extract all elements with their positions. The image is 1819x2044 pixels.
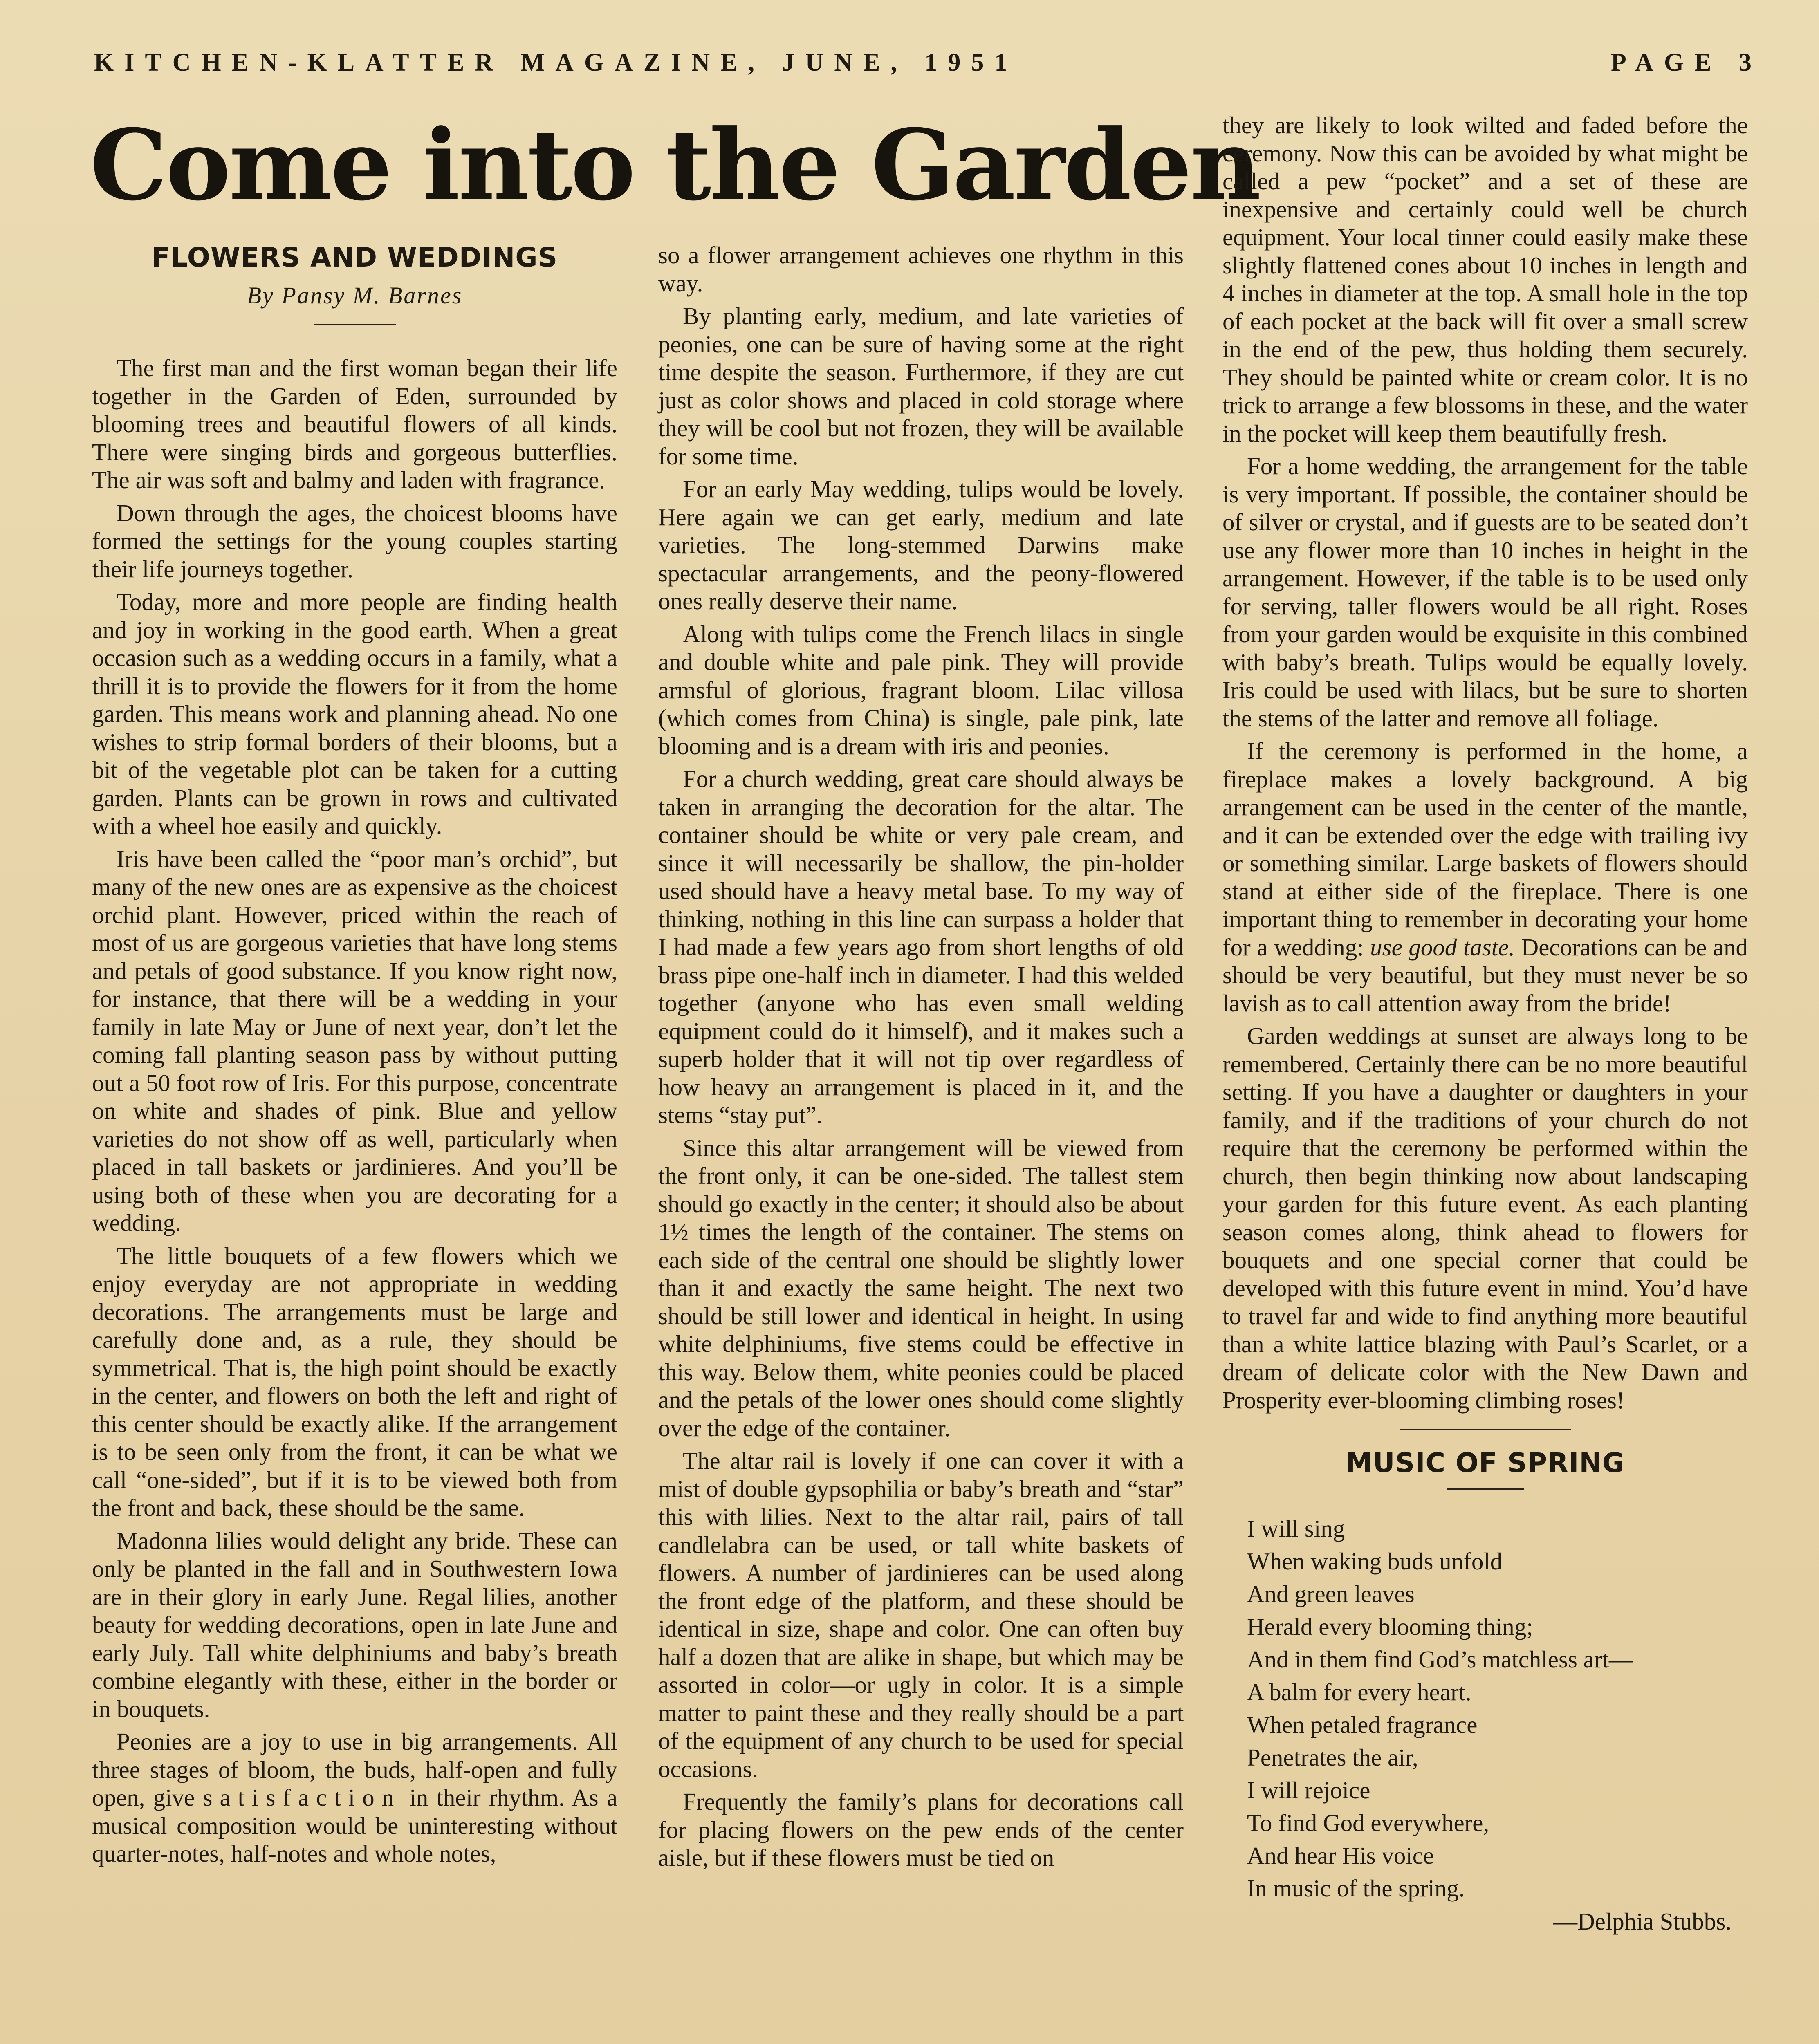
paragraph: For an early May wedding, tulips would be lovely. Here again we can get early, medium and late varieties. The long-stemmed Darwins make spectacular arrangements, and the peony-flowered ones really deserve their name.	[658, 475, 1184, 614]
spaced-word: satisfaction	[203, 1784, 401, 1811]
italic-phrase: use good taste.	[1370, 933, 1515, 961]
paragraph: Along with tulips come the French lilacs in single and double white and pale pink. They will provide armsful of glorious, fragrant bloom. Lilac villosa (which comes from China) is single, pale pink, late blooming and is a dream with iris and peonies.	[658, 620, 1184, 760]
page-number: PAGE 3	[1610, 49, 1762, 76]
paragraph: The little bouquets of a few flowers which we enjoy everyday are not appropriate in wedding decorations. The arrangements must be large and carefully done and, as a rule, they should be symmetrical. That is, the high point should be exactly in the center, and flowers on both the left and right of this center should be exactly alike. If the arrangement is to be seen only from the front, it can be what we call “one-sided”, but if it is to be viewed both from the front and back, these should be the same.	[92, 1242, 617, 1521]
article-heading: FLOWERS AND WEDDINGS	[151, 242, 558, 273]
paragraph: Down through the ages, the choicest blooms have formed the settings for the young couples starting their life journeys together.	[92, 499, 617, 583]
paragraph: Iris have been called the “poor man’s orchid”, but many of the new ones are as expensive as the choicest orchid plant. However, priced within the reach of most of us are gorgeous varieties that have long stems and petals of good substance. If you know right now, for instance, that there will be a wedding in your family in late May or June of next year, don’t let the coming fall planting season pass by without putting out a 50 foot row of Iris. For this purpose, concentrate on white and shades of pink. Blue and yellow varieties do not show off as well, particularly when placed in tall baskets or jardinieres. And you’ll be using both of these when you are decorating for a wedding.	[92, 845, 617, 1236]
poem-line: And green leaves	[1247, 1580, 1415, 1607]
paragraph: The altar rail is lovely if one can cover it with a mist of double gypsophilia or baby’s breath and “star” this with lilies. Next to the altar rail, pairs of tall candlelabra can be used, or tall white baskets of flowers. A number of jardinieres can be used along the front edge of the platform, and these should be identical in size, shape and color. One can often buy half a dozen that are alike in shape, but which may be assorted in color—or ugly in color. It is a simple matter to paint these and they really should be a part of the equipment of any church to be used for special occasions.	[658, 1447, 1184, 1782]
text-run: in their rhythm. As a musical composition would be uninteresting without quarter-notes, half-notes and whole notes,	[92, 1784, 618, 1867]
paragraph: For a church wedding, great care should always be taken in arranging the decoration for the altar. The container should be white or very pale cream, and since it will necessarily be shallow, the pin-holder used should have a heavy metal base. To my way of thinking, nothing in this line can surpass a holder that I had made a few years ago from short lengths of old brass pipe one-half inch in diameter. I had this welded together (anyone who has even small welding equipment could do it himself), and it makes such a superb holder that it will not tip over regardless of how heavy an arrangement is placed in it, and the stems “stay put”.	[658, 765, 1184, 1128]
poem-line: When petaled fragrance	[1247, 1711, 1478, 1738]
paragraph: Since this altar arrangement will be viewed from the front only, it can be one-sided. The tallest stem should go exactly in the center; it should also be about 1½ times the length of the container. The stems on each side of the central one should be slightly lower than it and exactly the same height. The next two should be still lower and identical in height. In using white delphiniums, five stems could be effective in this way. Below them, white peonies could be placed and the petals of the lower ones should come slightly over the edge of the container.	[658, 1134, 1184, 1441]
poem-line: Penetrates the air,	[1247, 1744, 1418, 1771]
byline-divider	[314, 324, 396, 325]
section-divider	[1400, 1429, 1571, 1430]
running-head	[94, 48, 1762, 85]
poem-line: Herald every blooming thing;	[1247, 1613, 1533, 1640]
poem-line: And hear His voice	[1247, 1842, 1434, 1869]
column-3	[1222, 111, 1748, 1941]
poem-line: I will rejoice	[1247, 1777, 1370, 1804]
poem-line: A balm for every heart.	[1247, 1679, 1471, 1706]
column-2	[658, 241, 1184, 1877]
poem-body	[1222, 1515, 1748, 1936]
text-run: If the ceremony is performed in the home, a fireplace makes a lovely background. A big arrangement can be used in the center of the mantle, and it can be extended over the edge with trailing ivy or something similar. Large baskets of flowers should stand at either side of the fireplace. There is one important thing to remember in decorating your home for a wedding:	[1222, 737, 1748, 961]
poem-title: MUSIC OF SPRING	[1346, 1447, 1625, 1479]
column-1	[92, 241, 617, 1873]
paragraph: For a home wedding, the arrangement for the table is very important. If possible, the container should be of silver or crystal, and if guests are to be seated don’t use any flower more than 10 inches in height in the arrangement. However, if the table is to be used only for serving, taller flowers would be all right. Roses from your garden would be exquisite in this combined with baby’s breath. Tulips would be equally lovely. Iris could be used with lilacs, but be sure to shorten the stems of the latter and remove all foliage.	[1222, 453, 1748, 732]
poem-line: In music of the spring.	[1247, 1875, 1465, 1902]
paragraph: By planting early, medium, and late varieties of peonies, one can be sure of having some at the right time despite the season. Furthermore, if they are cut just as color shows and placed in cold storage where they will be cool but not frozen, they will be available for some time.	[658, 303, 1184, 470]
paragraph: Frequently the family’s plans for decorations call for placing flowers on the pew ends of the center aisle, but if these flowers must be tied on	[658, 1788, 1184, 1871]
running-title: KITCHEN-KLATTER MAGAZINE, JUNE, 1951	[94, 49, 1018, 76]
main-title: Come into the Garden	[90, 108, 1260, 222]
text-run: Decorations can be and should be very beautiful, but they must never be so lavish as to call attention away from the bride!	[1222, 933, 1748, 1017]
paragraph	[1222, 737, 1748, 1017]
poem-line: To find God everywhere,	[1247, 1809, 1489, 1836]
paragraph	[92, 1728, 617, 1868]
paragraph: they are likely to look wilted and faded before the ceremony. Now this can be avoided by what might be called a pew “pocket” and a set of these are inexpensive and certainly could well be church equipment. Your local tinner could easily make these slightly flattened cones about 10 inches in length and 4 inches in diameter at the top. A small hole in the top of each pocket at the back will fit over a small screw in the end of the pew, thus holding them securely. They should be painted white or cream color. It is no trick to arrange a few blossoms in these, and the water in the pocket will keep them beautifully fresh.	[1222, 112, 1748, 447]
poem-line: And in them find God’s matchless art—	[1247, 1646, 1633, 1673]
poem-divider	[1447, 1488, 1524, 1490]
paragraph: Today, more and more people are finding health and joy in working in the good earth. When a great occasion such as a wedding occurs in a family, what a thrill it is to provide the flowers for it from the home garden. This means work and planning ahead. No one wishes to strip formal borders of their blooms, but a bit of the vegetable plot can be taken for a cutting garden. Plants can be grown in rows and cultivated with a wheel hoe easily and quickly.	[92, 588, 617, 839]
poem-line: When waking buds unfold	[1247, 1548, 1503, 1575]
paragraph: so a flower arrangement achieves one rhythm in this way.	[658, 242, 1184, 297]
poem-line: I will sing	[1247, 1515, 1345, 1542]
text-run: Peonies are a joy to use in big arrangements. All three stages of bloom, the buds, half-open and fully open, give	[92, 1728, 617, 1811]
poem-author: —Delphia Stubbs.	[1553, 1908, 1732, 1935]
paragraph: Madonna lilies would delight any bride. These can only be planted in the fall and in Southwestern Iowa are in their glory in early June. Regal lilies, another beauty for wedding decorations, open in late June and early July. Tall white delphiniums and baby’s breath combine elegantly with these, either in the border or in bouquets.	[92, 1527, 617, 1722]
paragraph: Garden weddings at sunset are always long to be remembered. Certainly there can be no more beautiful setting. If you have a daughter or daughters in your family, and if the traditions of your church do not require that the ceremony be performed within the church, then begin thinking now about landscaping your garden for this future event. As each planting season comes along, think ahead to flowers for bouquets and one special corner that could be developed with this future event in mind. You’d have to travel far and wide to find anything more beautiful than a white lattice blazing with Paul’s Scarlet, or a dream of delicate color with the New Dawn and Prosperity ever-blooming climbing roses!	[1222, 1022, 1748, 1414]
article-byline: By Pansy M. Barnes	[247, 282, 463, 309]
paragraph: The first man and the first woman began their life together in the Garden of Eden, surrounded by blooming trees and beautiful flowers of all kinds. There were singing birds and gorgeous butterflies. The air was soft and balmy and laden with fragrance.	[92, 354, 617, 493]
